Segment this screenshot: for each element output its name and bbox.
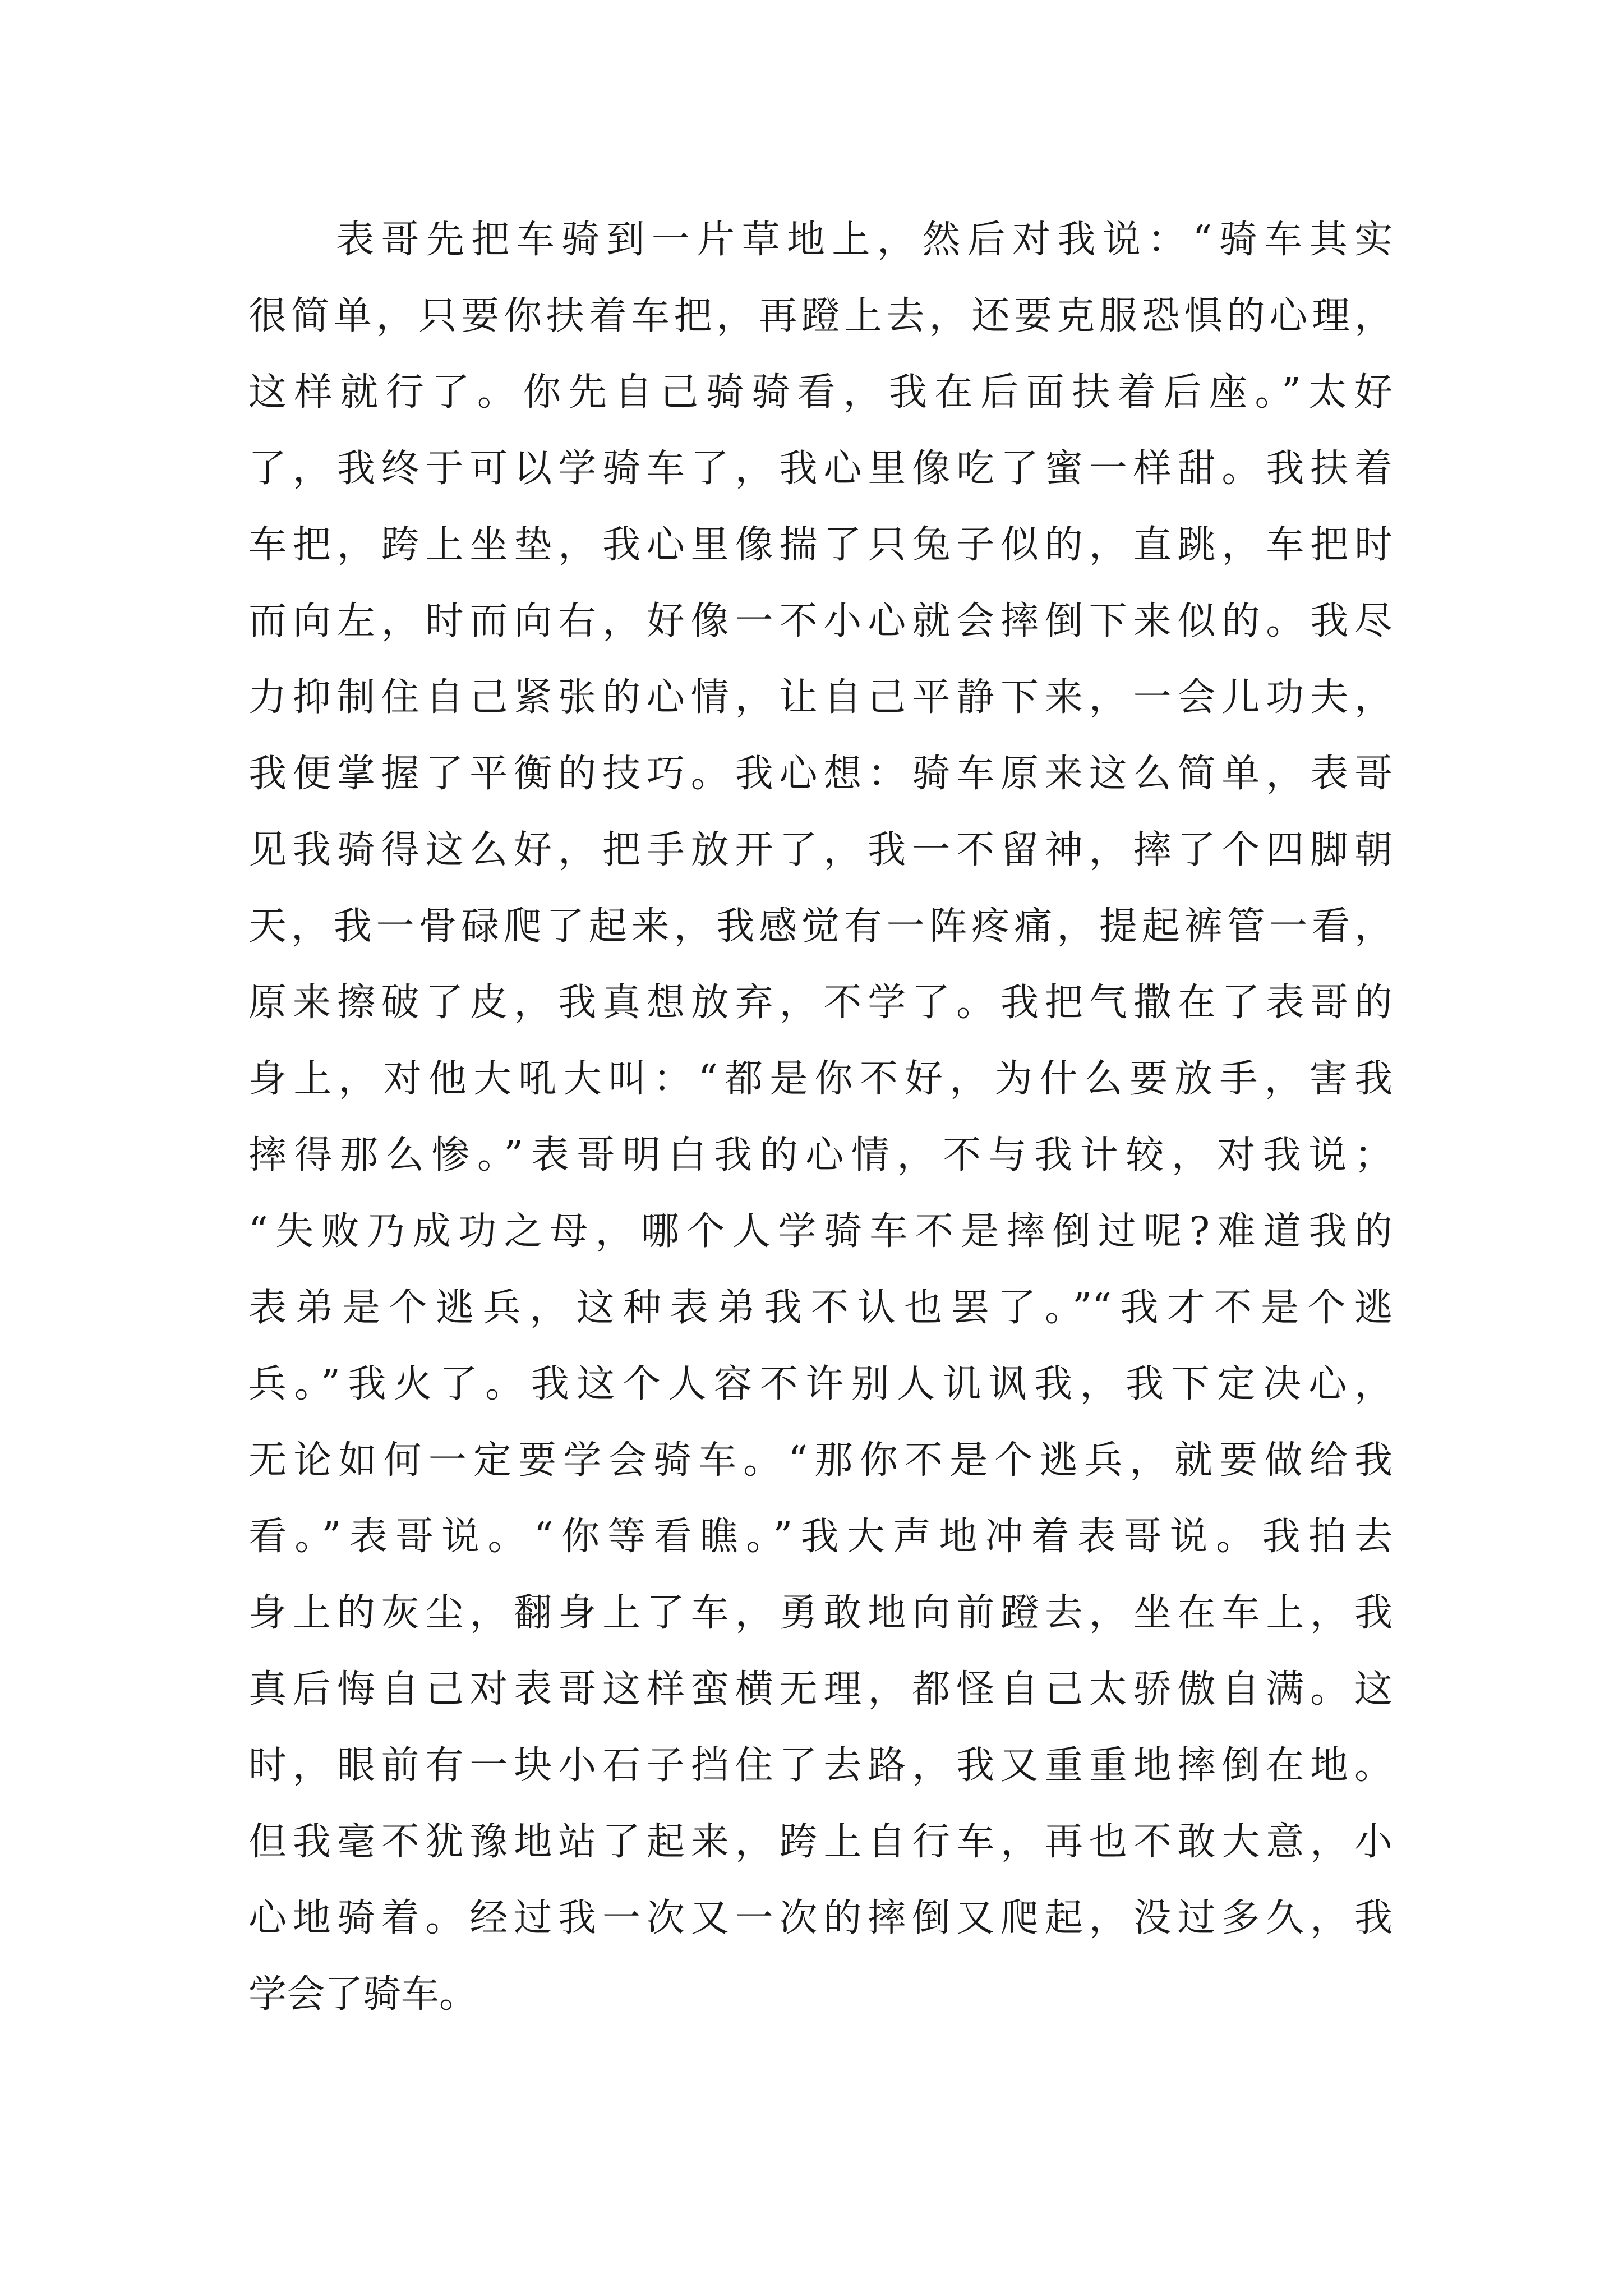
text-line: 心地骑着。经过我一次又一次的摔倒又爬起，没过多久，我 bbox=[248, 1896, 1393, 1940]
text-line: 看。”表哥说。“你等看瞧。”我大声地冲着表哥说。我拍去 bbox=[248, 1515, 1393, 1559]
text-line: 很简单，只要你扶着车把，再蹬上去，还要克服恐惧的心理， bbox=[248, 294, 1393, 338]
text-line: 了，我终于可以学骑车了，我心里像吃了蜜一样甜。我扶着 bbox=[248, 447, 1393, 491]
text-line: 而向左，时而向右，好像一不小心就会摔倒下来似的。我尽 bbox=[248, 599, 1393, 643]
text-line: 这样就行了。你先自己骑骑看，我在后面扶着后座。”太好 bbox=[248, 370, 1393, 415]
text-line: 表哥先把车骑到一片草地上，然后对我说：“骑车其实 bbox=[336, 218, 1393, 262]
text-line: 我便掌握了平衡的技巧。我心想：骑车原来这么简单，表哥 bbox=[248, 752, 1393, 796]
text-line: 学会了骑车。 bbox=[248, 1972, 478, 2017]
text-line: 原来擦破了皮，我真想放弃，不学了。我把气撒在了表哥的 bbox=[248, 981, 1393, 1025]
text-line: 但我毫不犹豫地站了起来，跨上自行车，再也不敢大意，小 bbox=[248, 1820, 1393, 1864]
text-line: 时，眼前有一块小石子挡住了去路，我又重重地摔倒在地。 bbox=[248, 1743, 1393, 1788]
text-line: 身上，对他大吼大叫：“都是你不好，为什么要放手，害我 bbox=[248, 1057, 1393, 1101]
text-line: 力抑制住自己紧张的心情，让自己平静下来，一会儿功夫， bbox=[248, 675, 1393, 720]
text-line: 兵。”我火了。我这个人容不许别人讥讽我，我下定决心， bbox=[248, 1362, 1393, 1406]
text-line: 表弟是个逃兵，这种表弟我不认也罢了。”“我才不是个逃 bbox=[248, 1286, 1393, 1330]
text-line: 身上的灰尘，翻身上了车，勇敢地向前蹬去，坐在车上，我 bbox=[248, 1591, 1393, 1635]
text-line: 车把，跨上坐垫，我心里像揣了只兔子似的，直跳，车把时 bbox=[248, 523, 1393, 567]
text-line: 见我骑得这么好，把手放开了，我一不留神，摔了个四脚朝 bbox=[248, 828, 1393, 872]
text-line: 无论如何一定要学会骑车。“那你不是个逃兵，就要做给我 bbox=[248, 1438, 1393, 1483]
text-line: “失败乃成功之母，哪个人学骑车不是摔倒过呢?难道我的 bbox=[248, 1209, 1393, 1254]
text-line: 摔得那么惨。”表哥明白我的心情，不与我计较，对我说； bbox=[248, 1133, 1393, 1177]
text-line: 真后悔自己对表哥这样蛮横无理，都怪自己太骄傲自满。这 bbox=[248, 1667, 1393, 1711]
story-paragraph bbox=[248, 202, 1393, 2033]
text-line: 天，我一骨碌爬了起来，我感觉有一阵疼痛，提起裤管一看， bbox=[248, 904, 1393, 949]
